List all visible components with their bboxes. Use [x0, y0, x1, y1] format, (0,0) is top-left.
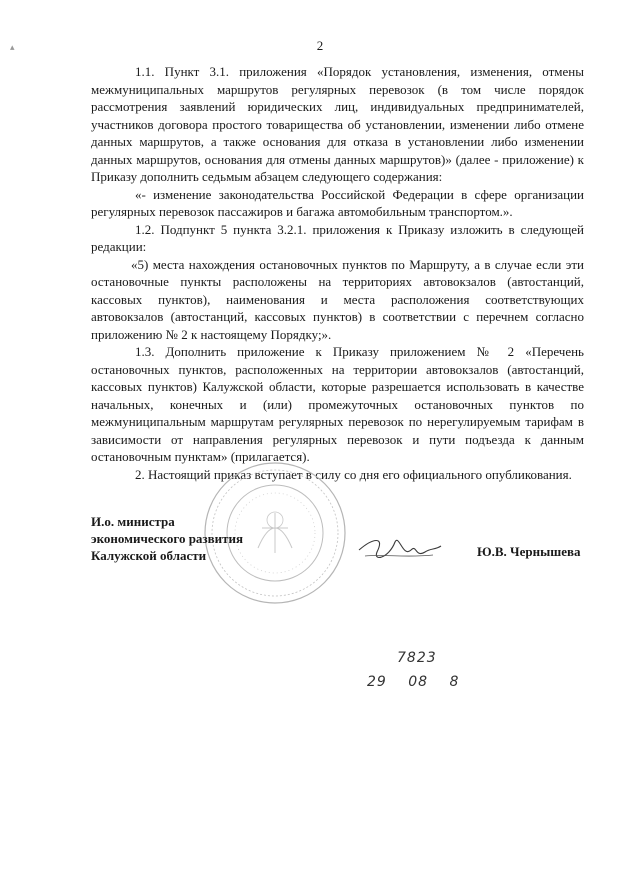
signer-name: Ю.В. Чернышева — [477, 544, 581, 559]
page-number: 2 — [316, 38, 324, 53]
paragraph-1-3: 1.3. Дополнить приложение к Приказу приложением № 2 «Перечень остановочных пунктов, расположенных на территории автовокзалов (автостанций, кассовых пунктов) Калужской области, которые разрешается использовать в качестве начальных, конечных и (или) промежуточных остановочных пунктов по межмуниципальным маршрутам регулярных перевозок по нерегулируемым тарифам в зависимости от направления регулярных перевозок и пути подъезда к данным остановочным пунктам» (прилагается). — [91, 344, 584, 464]
handwritten-date: 29 08 8 — [367, 674, 460, 690]
paragraph-1-2-insert: «5) места нахождения остановочных пунктов по Маршруту, а в случае если эти остановочные пункты расположены на территориях автовокзалов (автостанций, кассовых пунктов), наименования и места расположения соответствующих автовокзалов (автостанций, кассовых пунктов) в соответствии с перечнем согласно приложению № 2 к настоящему Порядку;». — [91, 256, 584, 342]
paragraph-1-1-insert: «- изменение законодательства Российской Федерации в сфере организации регулярных перевозок пассажиров и багажа автомобильным транспортом.». — [91, 186, 584, 219]
signer-title-line: И.о. министра — [91, 514, 175, 529]
paragraph-2: 2. Настоящий приказ вступает в силу со дня его официального опубликования. — [135, 466, 572, 482]
handwritten-signature — [355, 528, 445, 568]
handwritten-registration-number: 7823 — [397, 650, 437, 666]
scan-mark: ▴ — [10, 42, 15, 52]
signer-title-line: экономического развития — [91, 531, 244, 546]
paragraph-1-2: 1.2. Подпункт 5 пункта 3.2.1. приложения к Приказу изложить в следующей редакции: — [91, 221, 584, 254]
signer-title-line: Калужской области — [91, 548, 207, 563]
document-body — [91, 63, 584, 483]
signature-block — [91, 513, 243, 564]
paragraph-1-1: 1.1. Пункт 3.1. приложения «Порядок установления, изменения, отмены межмуниципальных маршрутов регулярных перевозок (в том числе порядок рассмотрения заявлений юридических лиц, индивидуальных предпринимателей, участников договора простого товарищества об установлении, изменении либо отмене данных маршрутов, а также основания для отказа в установлении либо изменении данных маршрутов, основания для отмены данных маршрутов)» (далее - приложение) к Приказу дополнить седьмым абзацем следующего содержания: — [91, 64, 584, 184]
